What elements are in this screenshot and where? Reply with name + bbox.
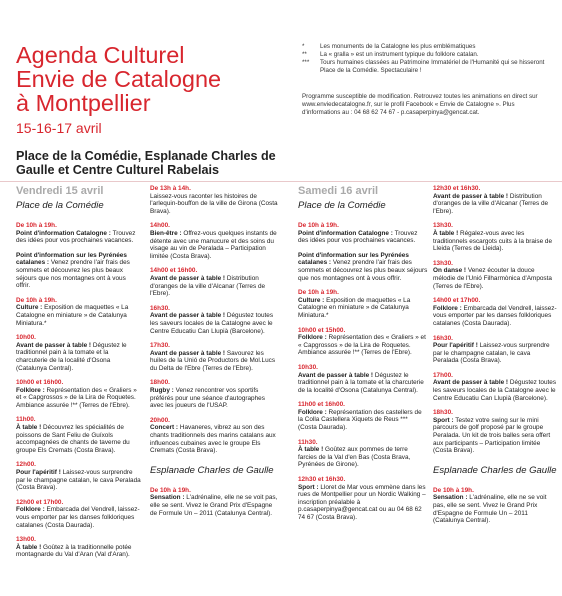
event-heading: Point d'information sur les Pyrénées catalanes : (16, 251, 127, 267)
event-item (298, 439, 428, 469)
event-text: Venez prendre l'air frais des sommets et découvrez les plus beaux séjours que nos montagnes ont à vous offrir. (298, 259, 428, 282)
event-text: Savourez les huiles de la Unió de Productors de Mol.Lucs du Delta de l'Ebre (Terres de l'Ebre). (150, 349, 276, 372)
program-note: Programme susceptible de modification. Retrouvez toutes les animations en direct sur www.enviedecatalogne.fr, sur le profil Facebook « Envie de Catalogne ». Plus d'informations au : 04 68 62 74 67 - p.casaperpinya@gencat.cat. (302, 93, 538, 116)
event-text: Dégustez toutes les saveurs locales de la Catalogne avec le Centre Educatiu Can Llupià (Barcelone). (150, 312, 274, 335)
event-text: Venez rencontrer vos sportifs préférés pour une séance d'autographes avec les joueurs de l'USAP. (150, 387, 265, 410)
event-item (16, 334, 141, 372)
event-item (433, 487, 557, 525)
event-text: Venez écouter la douce mélodie de l'Unió Filharmònica d'Amposta (Terres de l'Ebre). (433, 267, 552, 290)
divider (0, 181, 562, 182)
event-text: Représentation des « Graliers » et « Capgrossos » de la Lira de Roquetes. Ambiance assurée !** (Terres de l'Ebre). (298, 334, 426, 357)
event-heading: À table ! (16, 424, 42, 432)
event-time: 10h30. (298, 363, 318, 371)
event-text: Distribution d'oranges de la ville d'Alcanar (Terres de l'Ebre). (433, 192, 549, 215)
event-time: 10h00. (16, 334, 36, 342)
place-heading: Esplanade Charles de Gaulle (433, 464, 557, 476)
event-item (298, 222, 428, 245)
event-heading: Folklore : (433, 304, 462, 312)
footnote: * Les monuments de la Catalogne les plus emblématiques (302, 43, 476, 50)
event-item (150, 417, 278, 455)
event-time: 16h30. (150, 304, 170, 312)
event-heading: Point d'information sur les Pyrénées catalanes : (298, 251, 409, 267)
event-heading: Bien-être : (150, 229, 182, 237)
event-heading: Culture : (298, 296, 325, 304)
event-item (298, 364, 428, 394)
event-text: Testez votre swing sur le mini parcours de golf proposé par le groupe Peralada. Un kit de trois balles sera offert aux participants – Participation limitée (Costa Brava). (433, 416, 551, 455)
event-heading: Folklore : (298, 408, 327, 416)
event-time: 14h00 et 16h00. (150, 267, 198, 275)
event-heading: Sport : (298, 483, 319, 491)
place-heading: Place de la Comédie (16, 200, 104, 211)
event-time: De 10h à 19h. (150, 486, 191, 494)
event-dates: 15-16-17 avril (16, 120, 102, 136)
event-item (433, 260, 557, 290)
event-item (16, 222, 141, 245)
event-item (433, 372, 557, 402)
event-text: Venez prendre l'air frais des sommets et découvrez les plus beaux séjours que nos montagnes ont à vous offrir. (16, 259, 130, 290)
event-time: 10h00 et 15h00. (298, 326, 346, 334)
event-heading: Point d'information Catalogne : (16, 229, 111, 237)
event-time: 17h00. (433, 371, 453, 379)
event-text: Dégustez le traditionnel pain à la tomate et la charcuterie de la localité d'Osona (Catalunya Central). (16, 341, 127, 372)
event-heading: Avant de passer à table ! (433, 192, 509, 200)
event-time: 20h00. (150, 416, 170, 424)
day-heading: Vendredi 15 avril (16, 185, 104, 197)
event-item (16, 379, 141, 409)
event-item (150, 379, 278, 409)
event-item (433, 409, 557, 455)
event-time: 12h30 et 16h30. (298, 476, 346, 484)
event-text: Découvrez les spécialités de poissons de Sant Feliu de Guíxols accompagnées de chants de taverne du groupe Els Cremats (Costa Brava). (16, 424, 130, 454)
event-text: Laissez-vous surprendre par le champagne catalan, le cava Peralada (Costa Brava). (433, 342, 550, 365)
day-heading: Samedi 16 avril (298, 185, 379, 197)
event-time: 13h00. (16, 536, 36, 544)
event-time: 11h00. (16, 416, 36, 424)
title-line-1: Agenda Culturel (16, 42, 185, 68)
event-heading: Folklore : (16, 386, 45, 394)
event-item (150, 487, 278, 517)
event-item (150, 222, 278, 260)
title-line-2: Envie de Catalogne (16, 66, 222, 92)
event-time: 14h00. (150, 222, 170, 230)
event-item (433, 335, 557, 365)
event-time: 10h00 et 16h00. (16, 379, 64, 387)
event-item (16, 536, 141, 559)
event-text: Représentation des « Graliers » et « Capgrossos » de la Lira de Roquetes. Ambiance assurée !** (Terres de l'Ebre). (16, 386, 137, 409)
place-heading: Place de la Comédie (298, 200, 386, 211)
event-text: L'adrénaline, elle ne se voit pas, elle se sent. Vivez le Grand Prix d'Espagne de Formule Un – 2011 (Catalunya Central). (150, 494, 278, 517)
column-saturday (298, 185, 428, 529)
event-text: Distribution d'oranges de la ville d'Alcanar (Terres de l'Ebre). (150, 274, 266, 298)
title-line-3: à Montpellier (16, 90, 151, 116)
event-heading: Point d'information Catalogne : (298, 229, 393, 237)
place-heading: Esplanade Charles de Gaulle (150, 464, 274, 476)
event-time: De 10h à 19h. (298, 222, 339, 229)
venue-heading: Place de la Comédie, Esplanade Charles de Gaulle et Centre Culturel Rabelais (16, 149, 276, 177)
event-time: 12h00 et 17h00. (16, 498, 64, 506)
event-text: Offrez-vous quelques instants de détente avec une manucure et des soins du visage au vin de Peralada – Participation limitée (Costa Brava). (150, 229, 277, 260)
event-heading: Avant de passer à table ! (150, 312, 226, 320)
event-heading: Concert : (150, 424, 179, 432)
footnote: *** Tours humaines classées au Patrimoine Immatériel de l'Humanité qui se hisseront Place de la Comédie. Spectaculaire ! (302, 59, 545, 74)
event-heading: Avant de passer à table ! (298, 371, 374, 379)
column-friday (16, 185, 141, 566)
event-text: Exposition de maquettes « La Catalogne en miniature » de Catalunya Miniatura.* (16, 304, 129, 327)
event-text: Havaneres, vibrez au son des chants traditionnels des marins catalans aux influences cubaines avec le groupe Els Cremats (Costa Brava). (150, 424, 276, 455)
event-heading: Sport : (433, 416, 454, 424)
event-text: Goûtez à la traditionnelle potée montagnarde du Val d'Aran (Val d'Aran). (16, 543, 132, 559)
event-text: Laissez-vous raconter les histoires de l'arlequin-bouffon de la ville de Girona (Costa Brava). (150, 192, 278, 215)
agenda-title (16, 43, 221, 115)
event-item (150, 305, 278, 335)
event-text: Régalez-vous avec les traditionnels escargots cuits à la braise de Lleida (Terres de Lleida). (433, 229, 553, 253)
event-item (298, 289, 428, 319)
event-heading: Rugby : (150, 387, 174, 395)
event-text: Dégustez toutes les saveurs locales de la Catalogne avec le Centre Educatiu Can Llupià (Barcelone). (433, 379, 557, 402)
event-time: 18h30. (433, 409, 453, 417)
event-item (16, 461, 141, 491)
event-text: Dégustez le traditionnel pain à la tomate et la charcuterie de la localité d'Osona (Catalunya Central). (298, 371, 424, 394)
event-item (298, 252, 428, 282)
event-text: Goûtez aux pommes de terre farcies de la Val d'en Bas (Costa Brava, Pyrénées de Girone). (298, 446, 411, 469)
event-heading: Avant de passer à table ! (433, 379, 509, 387)
event-text: Embarcada del Vendrell, laissez-vous emporter par les danses folkloriques catalanes (Costa Daurada). (433, 304, 557, 327)
event-time: De 10h à 19h. (16, 296, 57, 304)
event-item (16, 297, 141, 327)
event-heading: Sensation : (433, 494, 468, 502)
event-time: 18h00. (150, 379, 170, 387)
event-time: De 10h à 19h. (433, 486, 474, 494)
event-time: De 13h à 14h. (150, 185, 191, 192)
event-item (150, 267, 278, 297)
event-item (16, 252, 141, 290)
footnote: ** La « gralla » est un instrument typique du folklore catalan. (302, 51, 479, 58)
event-item (433, 185, 557, 215)
footnotes (302, 43, 552, 75)
event-item (298, 476, 428, 522)
event-time: 17h30. (150, 342, 170, 350)
event-heading: Avant de passer à table ! (150, 349, 226, 357)
column-saturday-cont (433, 185, 557, 532)
event-item (150, 342, 278, 372)
event-heading: Pour l'apéritif ! (433, 342, 478, 350)
event-item (16, 416, 141, 454)
event-time: 16h30. (433, 334, 453, 342)
event-heading: Folklore : (298, 334, 327, 342)
event-item (433, 222, 557, 252)
event-time: 12h00. (16, 461, 36, 469)
event-text: Laissez-vous surprendre par le champagne catalan, le cava Peralada (Costa Brava). (16, 469, 141, 492)
event-time: 13h30. (433, 259, 453, 267)
event-heading: On danse ! (433, 267, 467, 275)
event-text: L'adrénaline, elle ne se voit pas, elle se sent. Vivez le Grand Prix d'Espagne de Formule Un – 2011 (Catalunya Central). (433, 494, 547, 525)
event-text: Représentation des castellers de la Colla Castellera Xiquets de Reus *** (Costa Daurada). (298, 408, 422, 432)
event-time: De 10h à 19h. (16, 222, 57, 229)
event-item (433, 297, 557, 327)
event-heading: Culture : (16, 304, 43, 312)
event-item (16, 499, 141, 529)
event-time: 13h30. (433, 222, 453, 230)
event-time: De 10h à 19h. (298, 289, 339, 297)
event-text: Embarcada del Vendrell, laissez-vous emporter par les danses folkloriques catalanes (Costa Daurada). (16, 506, 140, 529)
event-text: Trouvez des idées pour vos prochaines vacances. (16, 229, 136, 245)
event-time: 12h30 et 16h30. (433, 185, 481, 192)
event-heading: Folklore : (16, 506, 45, 514)
event-heading: À table ! (16, 543, 42, 551)
event-item (298, 401, 428, 431)
event-heading: Sensation : (150, 494, 185, 502)
event-item (150, 185, 278, 215)
event-time: 11h00 et 16h00. (298, 401, 345, 409)
event-text: Lloret de Mar vous emmène dans les rues de Montpellier pour un Nordic Walking – inscription préalable à p.casaperpinya@gencat.cat ou au 04 68 62 74 67 (Costa Brava). (298, 483, 426, 521)
event-heading: À table ! (433, 229, 459, 237)
event-time: 14h00 et 17h00. (433, 297, 481, 305)
event-time: 11h30. (298, 438, 318, 446)
event-text: Exposition de maquettes « La Catalogne en miniature » de Catalunya Miniatura.* (298, 296, 411, 319)
event-text: Trouvez des idées pour vos prochaines vacances. (298, 229, 418, 245)
event-heading: Avant de passer à table ! (150, 274, 226, 282)
event-heading: Avant de passer à table ! (16, 341, 92, 349)
event-heading: À table ! (298, 446, 324, 454)
event-item (298, 327, 428, 357)
column-friday-cont (150, 185, 278, 524)
event-heading: Pour l'apéritif ! (16, 469, 61, 477)
